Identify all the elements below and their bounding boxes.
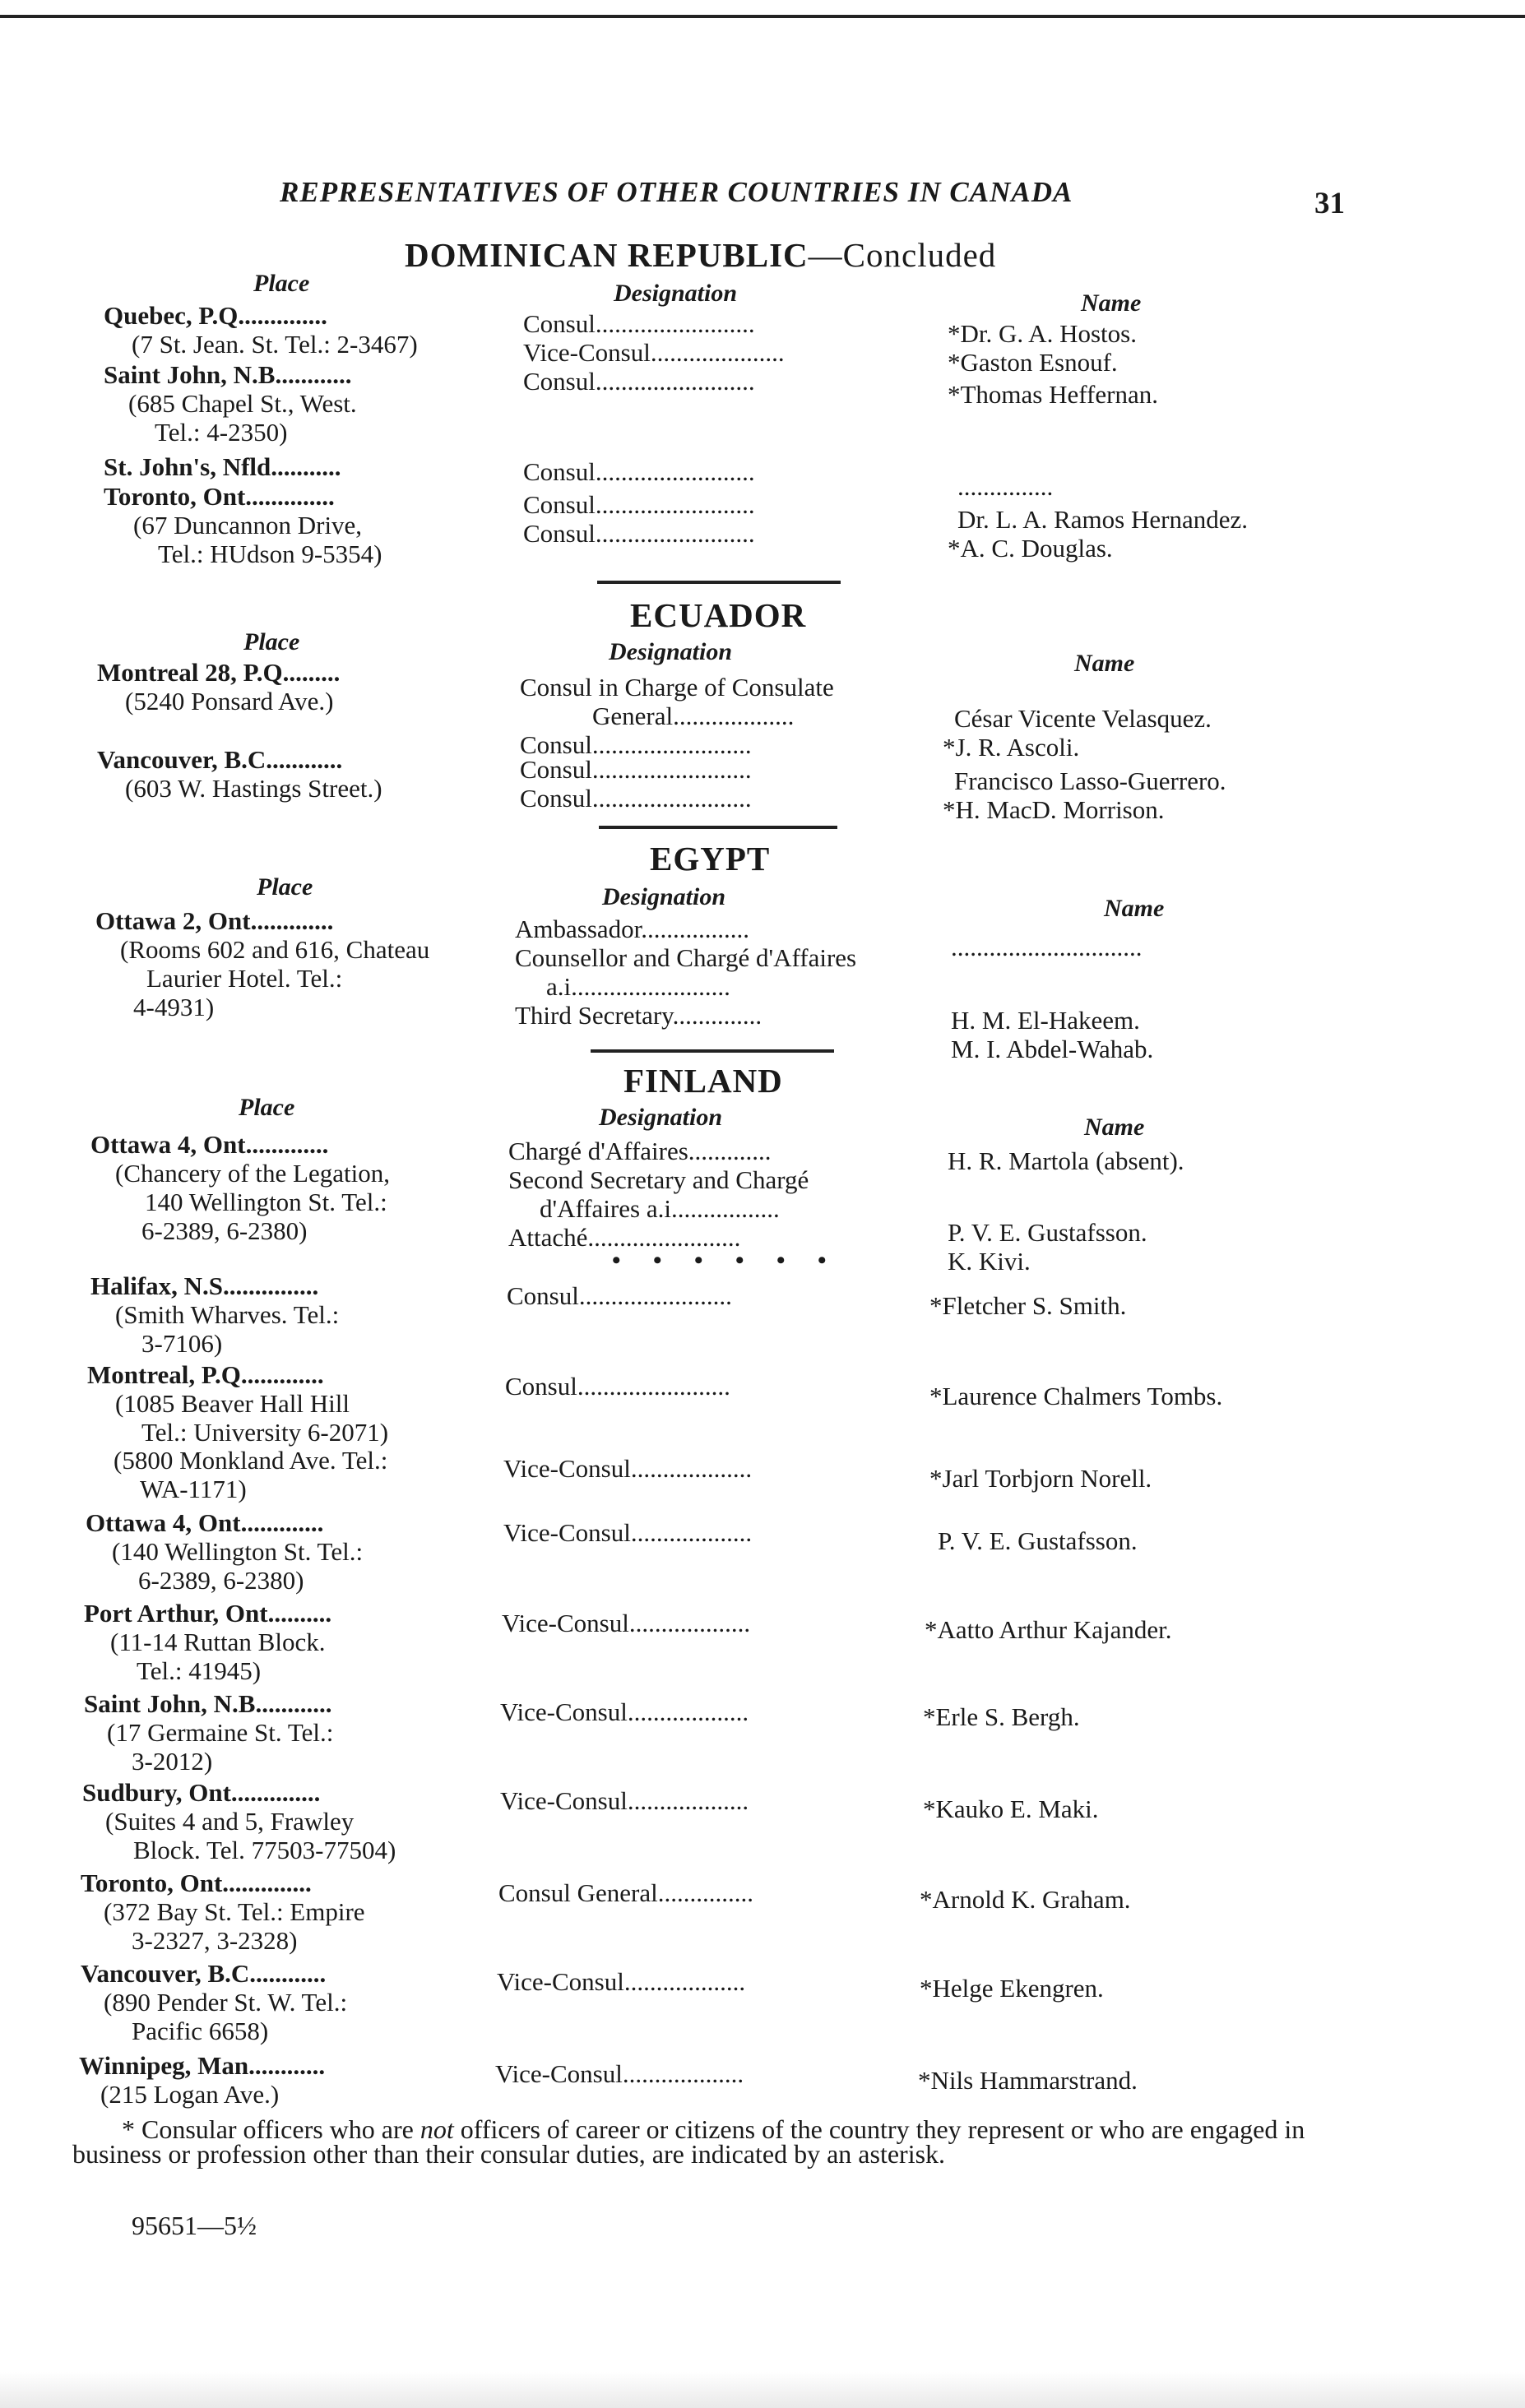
designation-label: Consul......................... (520, 784, 752, 813)
designation-label: Attaché........................ (508, 1223, 741, 1252)
section-title-text: DOMINICAN REPUBLIC (405, 236, 809, 274)
place-label: Sudbury, Ont.............. (82, 1778, 321, 1807)
place-entry (95, 906, 429, 1021)
col-header-name: Name (1084, 1114, 1145, 1141)
place-address: (890 Pender St. W. Tel.: (104, 1988, 348, 2017)
officer-name: Dr. L. A. Ramos Hernandez. (957, 505, 1248, 534)
section-title-finland: FINLAND (623, 1062, 783, 1100)
officer-name: *Arnold K. Graham. (920, 1885, 1131, 1914)
place-address: (Suites 4 and 5, Frawley (105, 1807, 355, 1836)
place-address: (11-14 Ruttan Block. (110, 1628, 326, 1656)
name-entry (938, 1526, 1138, 1555)
print-code: 95651—5½ (132, 2211, 257, 2240)
place-entry (79, 2051, 325, 2109)
designation-entry (500, 1786, 749, 1815)
designation-entry (523, 490, 755, 548)
section-title-egypt: EGYPT (650, 840, 771, 878)
officer-name-placeholder: .............................. (951, 933, 1143, 961)
place-address: (372 Bay St. Tel.: Empire (104, 1897, 365, 1926)
name-entry (929, 1291, 1126, 1320)
place-label: Vancouver, B.C............ (81, 1959, 327, 1988)
place-label: St. John's, Nfld........... (104, 452, 341, 481)
place-address: (140 Wellington St. Tel.: (112, 1537, 364, 1566)
designation-entry (505, 1372, 730, 1401)
name-entry (923, 1794, 1099, 1823)
designation-label: Third Secretary.............. (515, 1001, 762, 1030)
place-label: Port Arthur, Ont.......... (84, 1599, 332, 1628)
officer-name: *Laurence Chalmers Tombs. (929, 1382, 1223, 1410)
place-entry (90, 1130, 390, 1245)
place-entry (104, 360, 357, 447)
place-entry (84, 1689, 333, 1776)
scan-edge (0, 2372, 1525, 2408)
name-entry (948, 505, 1248, 563)
designation-label: Consul General............... (498, 1878, 753, 1907)
officer-name: *Gaston Esnouf. (948, 348, 1118, 377)
place-address: (67 Duncannon Drive, (133, 511, 363, 539)
place-label: Saint John, N.B............ (84, 1689, 332, 1718)
designation-entry (500, 1697, 749, 1726)
col-header-place: Place (257, 873, 313, 901)
place-address: 3-7106) (141, 1329, 223, 1358)
officer-name: *A. C. Douglas. (948, 534, 1113, 563)
designation-label: Counsellor and Chargé d'Affaires (515, 943, 857, 972)
designation-label: Chargé d'Affaires............. (508, 1137, 772, 1165)
footnote-emphasis: not (419, 2114, 454, 2144)
designation-label: Consul......................... (520, 755, 752, 784)
place-entry (104, 452, 341, 481)
place-address: 3-2327, 3-2328) (132, 1926, 298, 1955)
designation-label: Consul........................ (505, 1372, 730, 1401)
officer-name: *J. R. Ascoli. (943, 733, 1080, 762)
place-label: Ottawa 4, Ont............. (86, 1508, 324, 1537)
place-label: Ottawa 4, Ont............. (90, 1130, 329, 1159)
name-entry (943, 766, 1226, 824)
col-header-place: Place (239, 1094, 295, 1121)
place-address: 140 Wellington St. Tel.: (145, 1188, 387, 1216)
designation-entry (498, 1878, 753, 1907)
place-label: Vancouver, B.C............ (97, 745, 343, 774)
officer-name: P. V. E. Gustafsson. (938, 1526, 1138, 1555)
place-entry (97, 745, 382, 803)
designation-label: Vice-Consul................... (503, 1454, 753, 1483)
designation-entry (520, 673, 834, 759)
name-entry (943, 704, 1212, 762)
officer-name: César Vicente Velasquez. (954, 704, 1212, 733)
section-title-ecuador: ECUADOR (630, 596, 807, 634)
designation-entry (523, 457, 755, 486)
place-label: Saint John, N.B............ (104, 360, 352, 389)
officer-name: *Kauko E. Maki. (923, 1794, 1099, 1823)
section-title-dominican (405, 235, 996, 275)
footnote (72, 2114, 1323, 2169)
place-entry (81, 1959, 347, 2045)
place-label: Toronto, Ont.............. (81, 1869, 312, 1897)
designation-label: Vice-Consul..................... (523, 338, 785, 367)
place-address: (685 Chapel St., West. (128, 389, 357, 418)
section-divider (599, 826, 837, 829)
col-header-name: Name (1074, 650, 1135, 677)
col-header-designation: Designation (609, 638, 733, 665)
name-entry (948, 380, 1158, 409)
place-address: (5240 Ponsard Ave.) (125, 687, 334, 715)
designation-entry (523, 367, 755, 396)
place-entry (87, 1446, 387, 1503)
section-divider (591, 1049, 834, 1053)
designation-entry (503, 1518, 752, 1547)
place-address: 6-2389, 6-2380) (141, 1216, 308, 1245)
designation-entry (508, 1137, 809, 1252)
place-label: Ottawa 2, Ont............. (95, 906, 334, 935)
col-header-place: Place (243, 628, 300, 655)
officer-name: *Dr. G. A. Hostos. (948, 319, 1137, 348)
separator-dots: • • • • • • (612, 1247, 840, 1274)
section-divider (597, 581, 841, 584)
place-address: 3-2012) (132, 1747, 213, 1776)
footnote-text: * Consular officers who are (122, 2114, 420, 2144)
designation-label: Consul......................... (523, 519, 755, 548)
place-address: (7 St. Jean. St. Tel.: 2-3467) (132, 330, 418, 359)
name-entry (920, 1885, 1131, 1914)
designation-label: Vice-Consul................... (503, 1518, 753, 1547)
place-entry (87, 1360, 388, 1447)
place-address: Tel.: 41945) (137, 1656, 262, 1685)
place-address: (17 Germaine St. Tel.: (107, 1718, 334, 1747)
col-header-name: Name (1081, 289, 1142, 317)
officer-name: *Jarl Torbjorn Norell. (929, 1464, 1152, 1493)
designation-label: Consul......................... (523, 457, 755, 486)
designation-entry (507, 1281, 732, 1310)
col-header-name: Name (1104, 895, 1165, 922)
designation-label: Consul......................... (520, 730, 752, 759)
place-label: Montreal, P.Q............. (87, 1360, 324, 1389)
name-entry (918, 2066, 1138, 2095)
designation-label: Consul......................... (523, 367, 755, 396)
place-address: Pacific 6658) (132, 2017, 269, 2045)
place-address: (603 W. Hastings Street.) (125, 774, 382, 803)
name-entry (923, 1702, 1080, 1731)
footnote-text: officers of career or citizens of the country they represent or who are engaged in business or profession other than their consular duties, are indicated by an asterisk. (72, 2114, 1305, 2169)
officer-name: *Aatto Arthur Kajander. (925, 1615, 1172, 1644)
designation-entry (523, 309, 785, 367)
designation-entry (502, 1609, 750, 1637)
place-address: (Rooms 602 and 616, Chateau (120, 935, 430, 964)
place-entry (97, 658, 340, 715)
name-entry (929, 1464, 1152, 1493)
place-address: WA-1171) (140, 1475, 247, 1503)
place-label: Quebec, P.Q.............. (104, 301, 327, 330)
name-entry (948, 319, 1137, 377)
place-address: 4-4931) (133, 993, 215, 1021)
running-head: REPRESENTATIVES OF OTHER COUNTRIES IN CANADA (280, 176, 1073, 208)
designation-label: Vice-Consul................... (495, 2059, 744, 2088)
name-entry (929, 1382, 1222, 1410)
place-address: Tel.: HUdson 9-5354) (158, 539, 382, 568)
place-entry (81, 1869, 365, 1955)
place-label: Toronto, Ont.............. (104, 482, 335, 511)
officer-name: *Nils Hammarstrand. (918, 2066, 1138, 2095)
officer-name: *Helge Ekengren. (920, 1974, 1104, 2003)
designation-label: Consul in Charge of Consulate (520, 673, 834, 702)
designation-label: General................... (592, 702, 795, 730)
designation-label: d'Affaires a.i................. (540, 1194, 780, 1223)
place-entry (104, 482, 382, 568)
place-address: (Smith Wharves. Tel.: (115, 1300, 340, 1329)
designation-label: Vice-Consul................... (500, 1697, 749, 1726)
place-address: Laurier Hotel. Tel.: (146, 964, 343, 993)
place-entry (104, 301, 418, 359)
officer-name: P. V. E. Gustafsson. (948, 1218, 1147, 1247)
place-address: (5800 Monkland Ave. Tel.: (114, 1446, 388, 1475)
officer-name: *Thomas Heffernan. (948, 380, 1158, 409)
col-header-designation: Designation (602, 883, 726, 910)
place-label: Montreal 28, P.Q......... (97, 658, 341, 687)
designation-entry (495, 2059, 744, 2088)
place-entry (84, 1599, 331, 1685)
place-label: Halifax, N.S............... (90, 1271, 319, 1300)
place-address: Tel.: 4-2350) (155, 418, 288, 447)
designation-entry (520, 755, 752, 813)
section-title-suffix: —Concluded (808, 236, 997, 274)
officer-name: H. R. Martola (absent). (948, 1146, 1184, 1175)
designation-entry (503, 1454, 752, 1483)
designation-entry (515, 915, 856, 1030)
place-address: (215 Logan Ave.) (100, 2080, 280, 2109)
designation-label: Consul........................ (507, 1281, 732, 1310)
col-header-place: Place (253, 270, 310, 297)
place-label: Winnipeg, Man............ (79, 2051, 326, 2080)
col-header-designation: Designation (614, 280, 738, 307)
designation-label: Second Secretary and Chargé (508, 1165, 809, 1194)
name-entry (948, 1146, 1184, 1276)
officer-name: *Fletcher S. Smith. (929, 1291, 1127, 1320)
designation-label: Vice-Consul................... (502, 1609, 751, 1637)
name-entry (925, 1615, 1171, 1644)
officer-name-placeholder: ............... (957, 472, 1054, 501)
officer-name: M. I. Abdel-Wahab. (951, 1035, 1154, 1063)
name-entry (920, 1974, 1104, 2003)
col-header-designation: Designation (599, 1104, 723, 1131)
place-entry (82, 1778, 396, 1864)
place-address: Block. Tel. 77503-77504) (133, 1836, 396, 1864)
officer-name: Francisco Lasso-Guerrero. (954, 766, 1226, 795)
designation-entry (497, 1967, 745, 1996)
designation-label: Consul......................... (523, 490, 755, 519)
designation-label: Consul......................... (523, 309, 755, 338)
designation-label: a.i......................... (546, 972, 730, 1001)
place-address: (1085 Beaver Hall Hill (115, 1389, 350, 1418)
place-address: (Chancery of the Legation, (115, 1159, 390, 1188)
place-address: Tel.: University 6-2071) (141, 1418, 389, 1447)
name-entry (957, 472, 1053, 501)
officer-name: *H. MacD. Morrison. (943, 795, 1165, 824)
place-address: 6-2389, 6-2380) (138, 1566, 304, 1595)
officer-name: K. Kivi. (948, 1247, 1031, 1276)
designation-label: Ambassador................. (515, 915, 750, 943)
place-entry (90, 1271, 339, 1358)
page-number: 31 (1314, 187, 1345, 220)
place-entry (86, 1508, 363, 1595)
designation-label: Vice-Consul................... (497, 1967, 746, 1996)
name-entry (951, 933, 1153, 1063)
designation-label: Vice-Consul................... (500, 1786, 749, 1815)
officer-name: H. M. El-Hakeem. (951, 1006, 1140, 1035)
officer-name: *Erle S. Bergh. (923, 1702, 1080, 1731)
top-border-rule (0, 15, 1525, 18)
